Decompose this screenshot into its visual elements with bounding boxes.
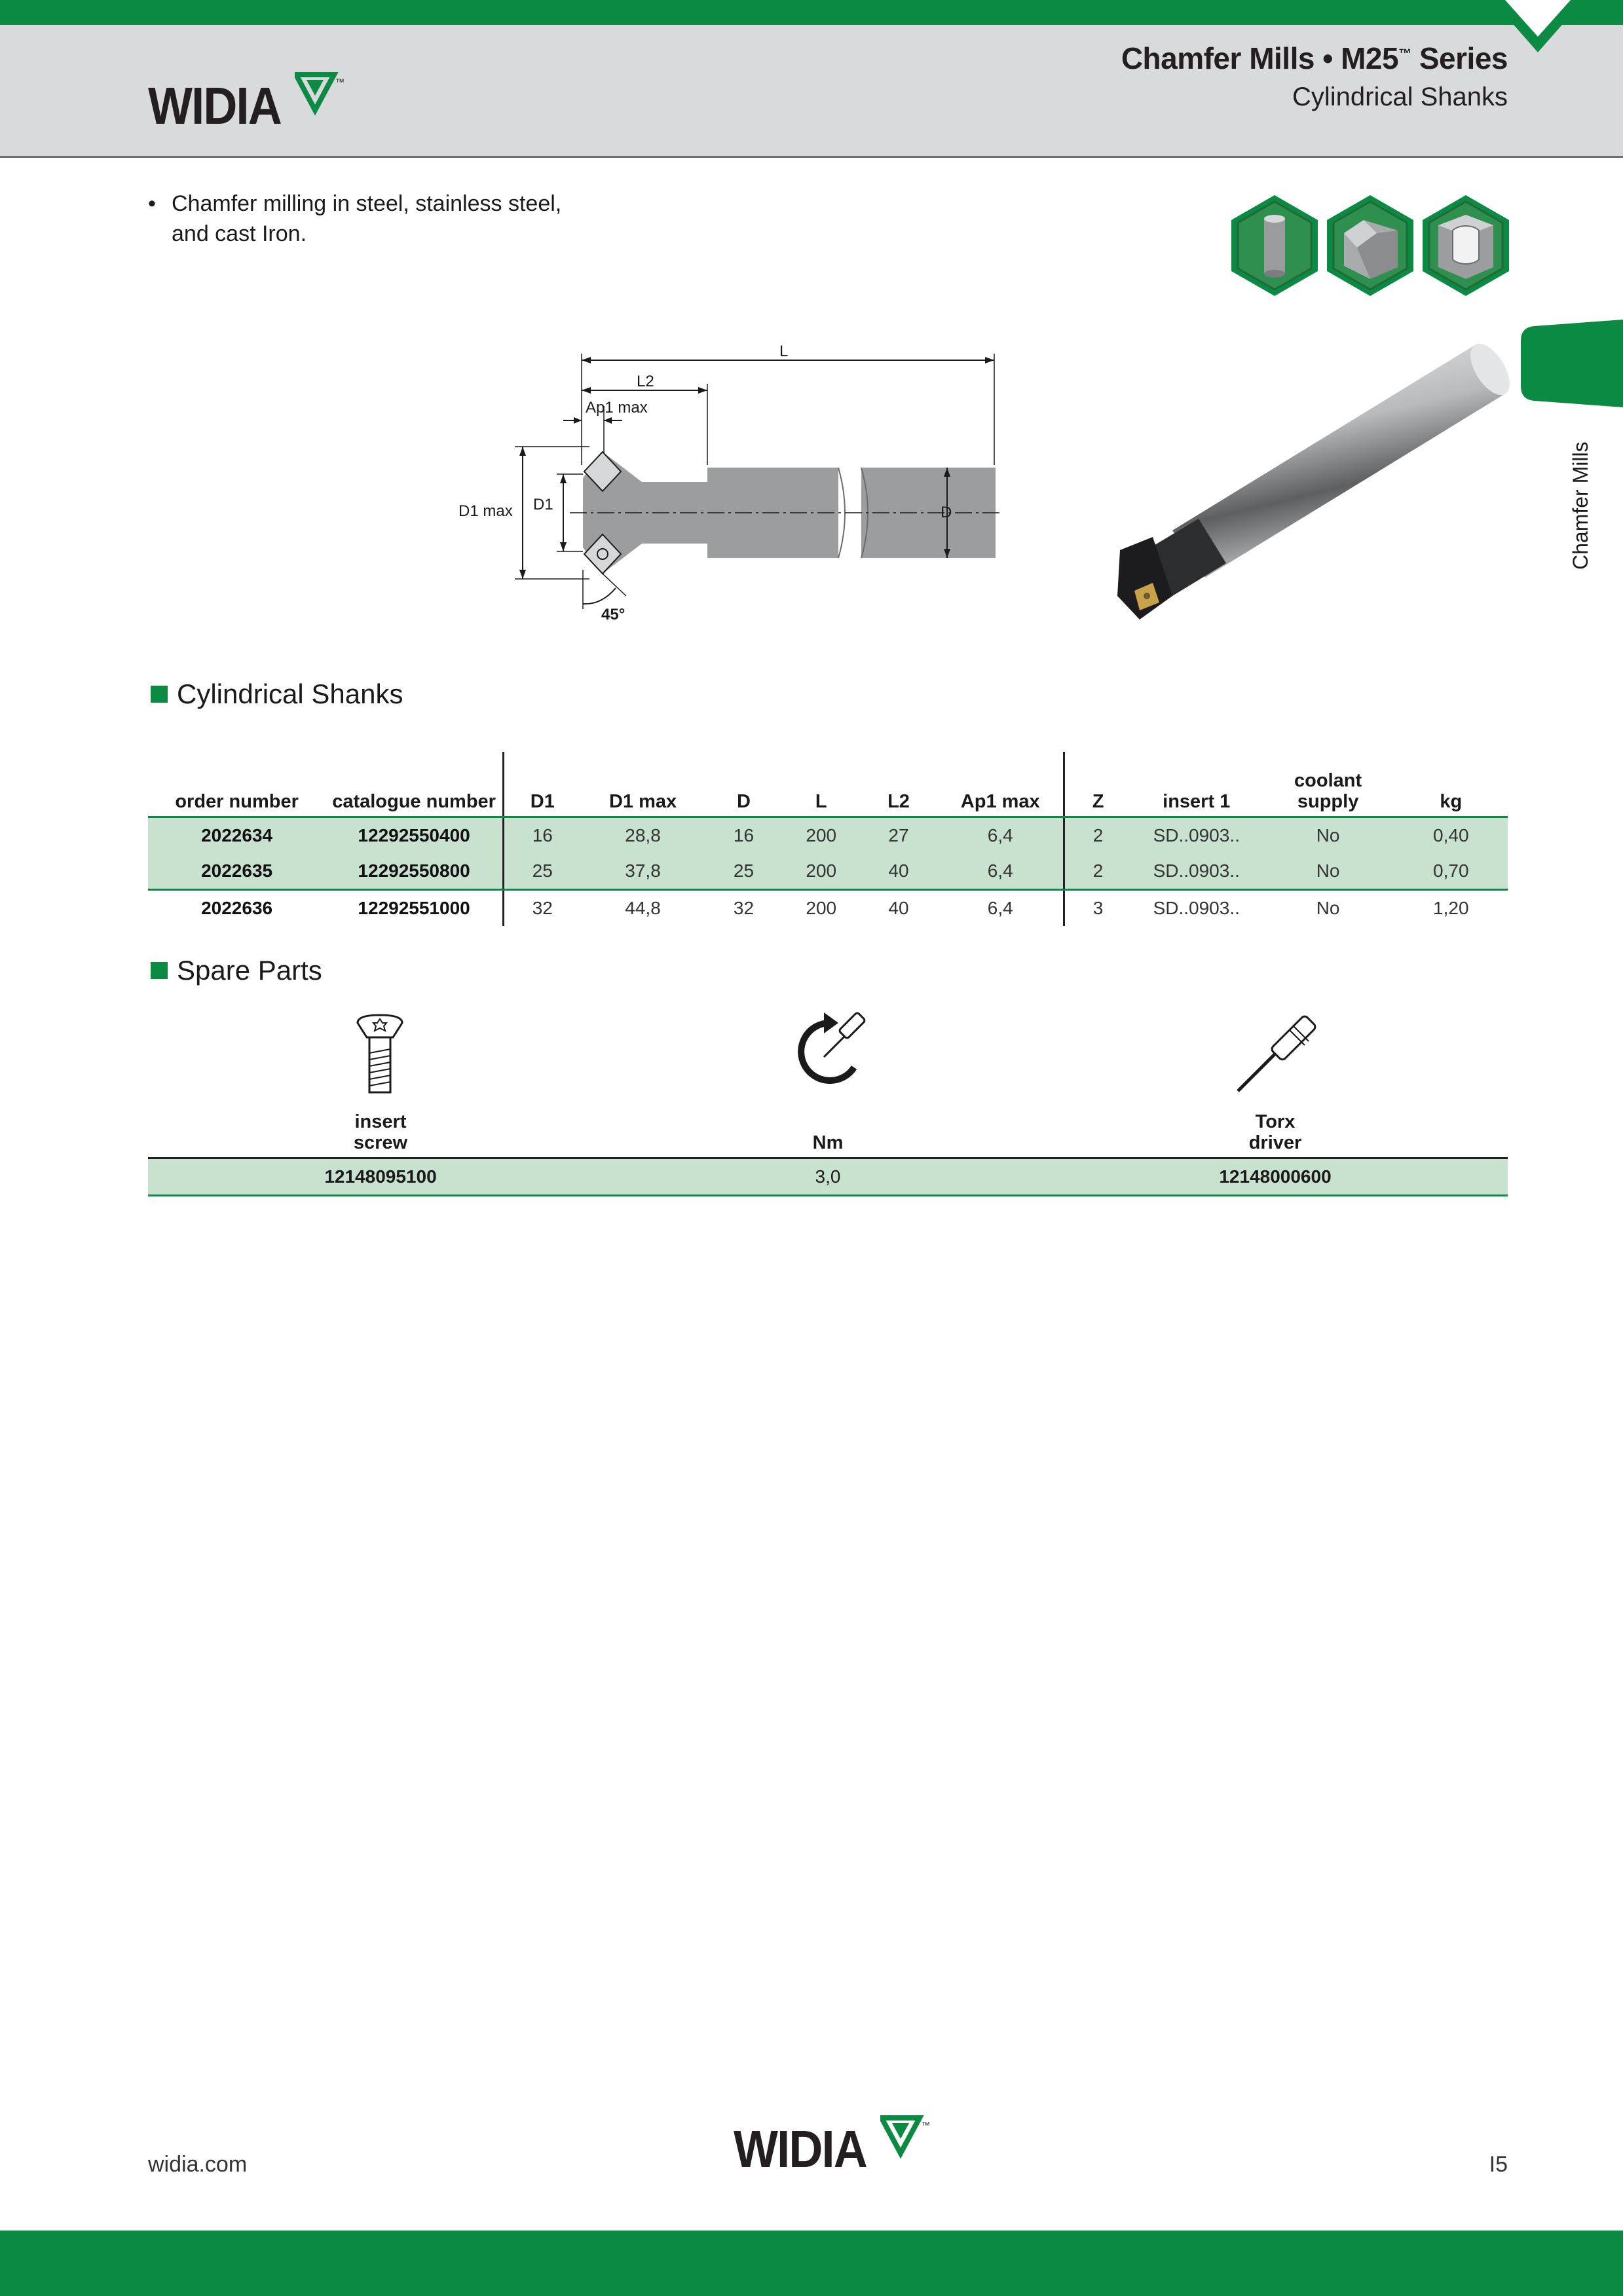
cell-l2: 40	[860, 853, 937, 890]
logo-triangle-icon	[880, 2115, 931, 2161]
col-insert: insert 1	[1131, 752, 1262, 817]
cell-torx-driver: 12148000600	[1043, 1158, 1508, 1196]
cell-kg: 0,70	[1394, 853, 1508, 890]
cylindrical-shanks-table	[148, 752, 1508, 926]
cell-l: 200	[783, 817, 860, 854]
label-angle: 45°	[601, 606, 625, 623]
cell-ap1max: 6,4	[937, 853, 1064, 890]
col-order-number: order number	[148, 752, 326, 817]
label-d1max: D1 max	[458, 502, 513, 520]
cell-d1: 32	[503, 890, 580, 927]
col-l: L	[783, 752, 860, 817]
col-z: Z	[1064, 752, 1131, 817]
cell-d1: 25	[503, 853, 580, 890]
col-d1max: D1 max	[581, 752, 705, 817]
title-subtitle: Cylindrical Shanks	[1292, 83, 1508, 111]
cell-coolant: No	[1262, 853, 1394, 890]
intro-bullet	[148, 189, 591, 249]
cell-d: 25	[705, 853, 782, 890]
cell-d1max: 37,8	[581, 853, 705, 890]
pocket-icon	[1423, 195, 1509, 296]
table-header-row	[148, 752, 1508, 817]
side-label	[1562, 432, 1601, 576]
spare-parts-table	[148, 1110, 1508, 1196]
title-main: Chamfer Mills • M25™ Series	[1121, 41, 1508, 75]
col-l2: L2	[860, 752, 937, 817]
cell-d1max: 44,8	[625, 898, 661, 918]
table-row	[148, 817, 1508, 854]
dimension-drawing	[452, 334, 1015, 635]
bullet-text: Chamfer milling in steel, stainless steel, and cast Iron.	[172, 191, 562, 246]
footer-logo	[734, 2115, 931, 2177]
page-number: I5	[1489, 2152, 1508, 2177]
col-nm: Nm	[613, 1110, 1043, 1158]
spare-row	[148, 1158, 1508, 1196]
section-heading-text: Spare Parts	[177, 955, 322, 986]
section-cylindrical-shanks	[151, 678, 403, 710]
cell-catalogue-number: 12292550400	[326, 817, 503, 854]
cell-insert: SD..0903..	[1131, 817, 1262, 854]
label-L: L	[779, 343, 789, 360]
chamfer-icon	[1327, 195, 1413, 296]
section-square-icon	[151, 962, 168, 979]
table-row	[148, 890, 1508, 927]
section-heading-text: Cylindrical Shanks	[177, 678, 403, 709]
cell-kg: 0,40	[1394, 817, 1508, 854]
side-tab	[1521, 314, 1623, 413]
cell-l2: 40	[888, 898, 909, 918]
cell-coolant: No	[1316, 898, 1340, 918]
torque-icon	[783, 1009, 870, 1094]
header-logo	[148, 72, 346, 134]
col-catalogue-number: catalogue number	[326, 752, 503, 817]
cell-d: 16	[705, 817, 782, 854]
top-green-bar	[0, 0, 1623, 25]
cell-insert: SD..0903..	[1153, 898, 1240, 918]
label-ap1: Ap1 max	[586, 399, 648, 417]
torx-driver-icon	[1231, 1009, 1323, 1098]
cell-z: 2	[1064, 817, 1131, 854]
col-coolant: coolant supply	[1262, 752, 1394, 817]
col-d1: D1	[503, 752, 580, 817]
cell-catalogue-number: 12292550800	[326, 853, 503, 890]
svg-text:™: ™	[920, 2120, 930, 2130]
bottom-green-bar	[0, 2231, 1623, 2296]
col-torx-driver: Torx driver	[1043, 1110, 1508, 1158]
table-row	[148, 853, 1508, 890]
application-icons	[1229, 194, 1510, 302]
tool-photo	[1074, 334, 1520, 635]
cell-insert-screw: 12148095100	[148, 1158, 613, 1196]
label-d: D	[941, 504, 952, 521]
page-title	[1121, 41, 1508, 112]
cell-l: 200	[783, 853, 860, 890]
cell-z: 3	[1064, 890, 1131, 927]
cell-nm: 3,0	[613, 1158, 1043, 1196]
cell-kg: 1,20	[1433, 898, 1469, 918]
cell-catalogue-number: 12292551000	[358, 898, 470, 918]
col-ap1max: Ap1 max	[937, 752, 1064, 817]
cell-l2: 27	[860, 817, 937, 854]
col-kg: kg	[1394, 752, 1508, 817]
cell-coolant: No	[1262, 817, 1394, 854]
side-label-text: Chamfer Mills	[1569, 441, 1592, 570]
cell-ap1max: 6,4	[987, 898, 1013, 918]
cell-d: 32	[733, 898, 755, 918]
logo-wordmark: WIDIA	[734, 2120, 867, 2178]
cell-d1: 16	[503, 817, 580, 854]
cell-z: 2	[1064, 853, 1131, 890]
shaft-machining-icon	[1231, 195, 1318, 296]
logo-triangle-icon	[295, 72, 346, 118]
cell-order-number: 2022634	[148, 817, 326, 854]
label-d1: D1	[533, 496, 553, 513]
footer-url: widia.com	[148, 2152, 248, 2177]
cell-order-number: 2022636	[201, 898, 273, 918]
corner-triangle-inner	[1505, 0, 1571, 37]
label-L2: L2	[637, 373, 654, 390]
svg-text:™: ™	[335, 77, 345, 87]
section-spare-parts	[151, 955, 322, 986]
cell-l: 200	[806, 898, 837, 918]
screw-icon	[354, 1014, 406, 1095]
cell-order-number: 2022635	[148, 853, 326, 890]
cell-d1max: 28,8	[581, 817, 705, 854]
spare-header-row	[148, 1110, 1508, 1158]
cell-insert: SD..0903..	[1131, 853, 1262, 890]
logo-wordmark: WIDIA	[148, 77, 281, 135]
cell-ap1max: 6,4	[937, 817, 1064, 854]
col-insert-screw: insert screw	[148, 1110, 613, 1158]
col-d: D	[705, 752, 782, 817]
section-square-icon	[151, 686, 168, 703]
bullet-dot: •	[148, 191, 156, 216]
